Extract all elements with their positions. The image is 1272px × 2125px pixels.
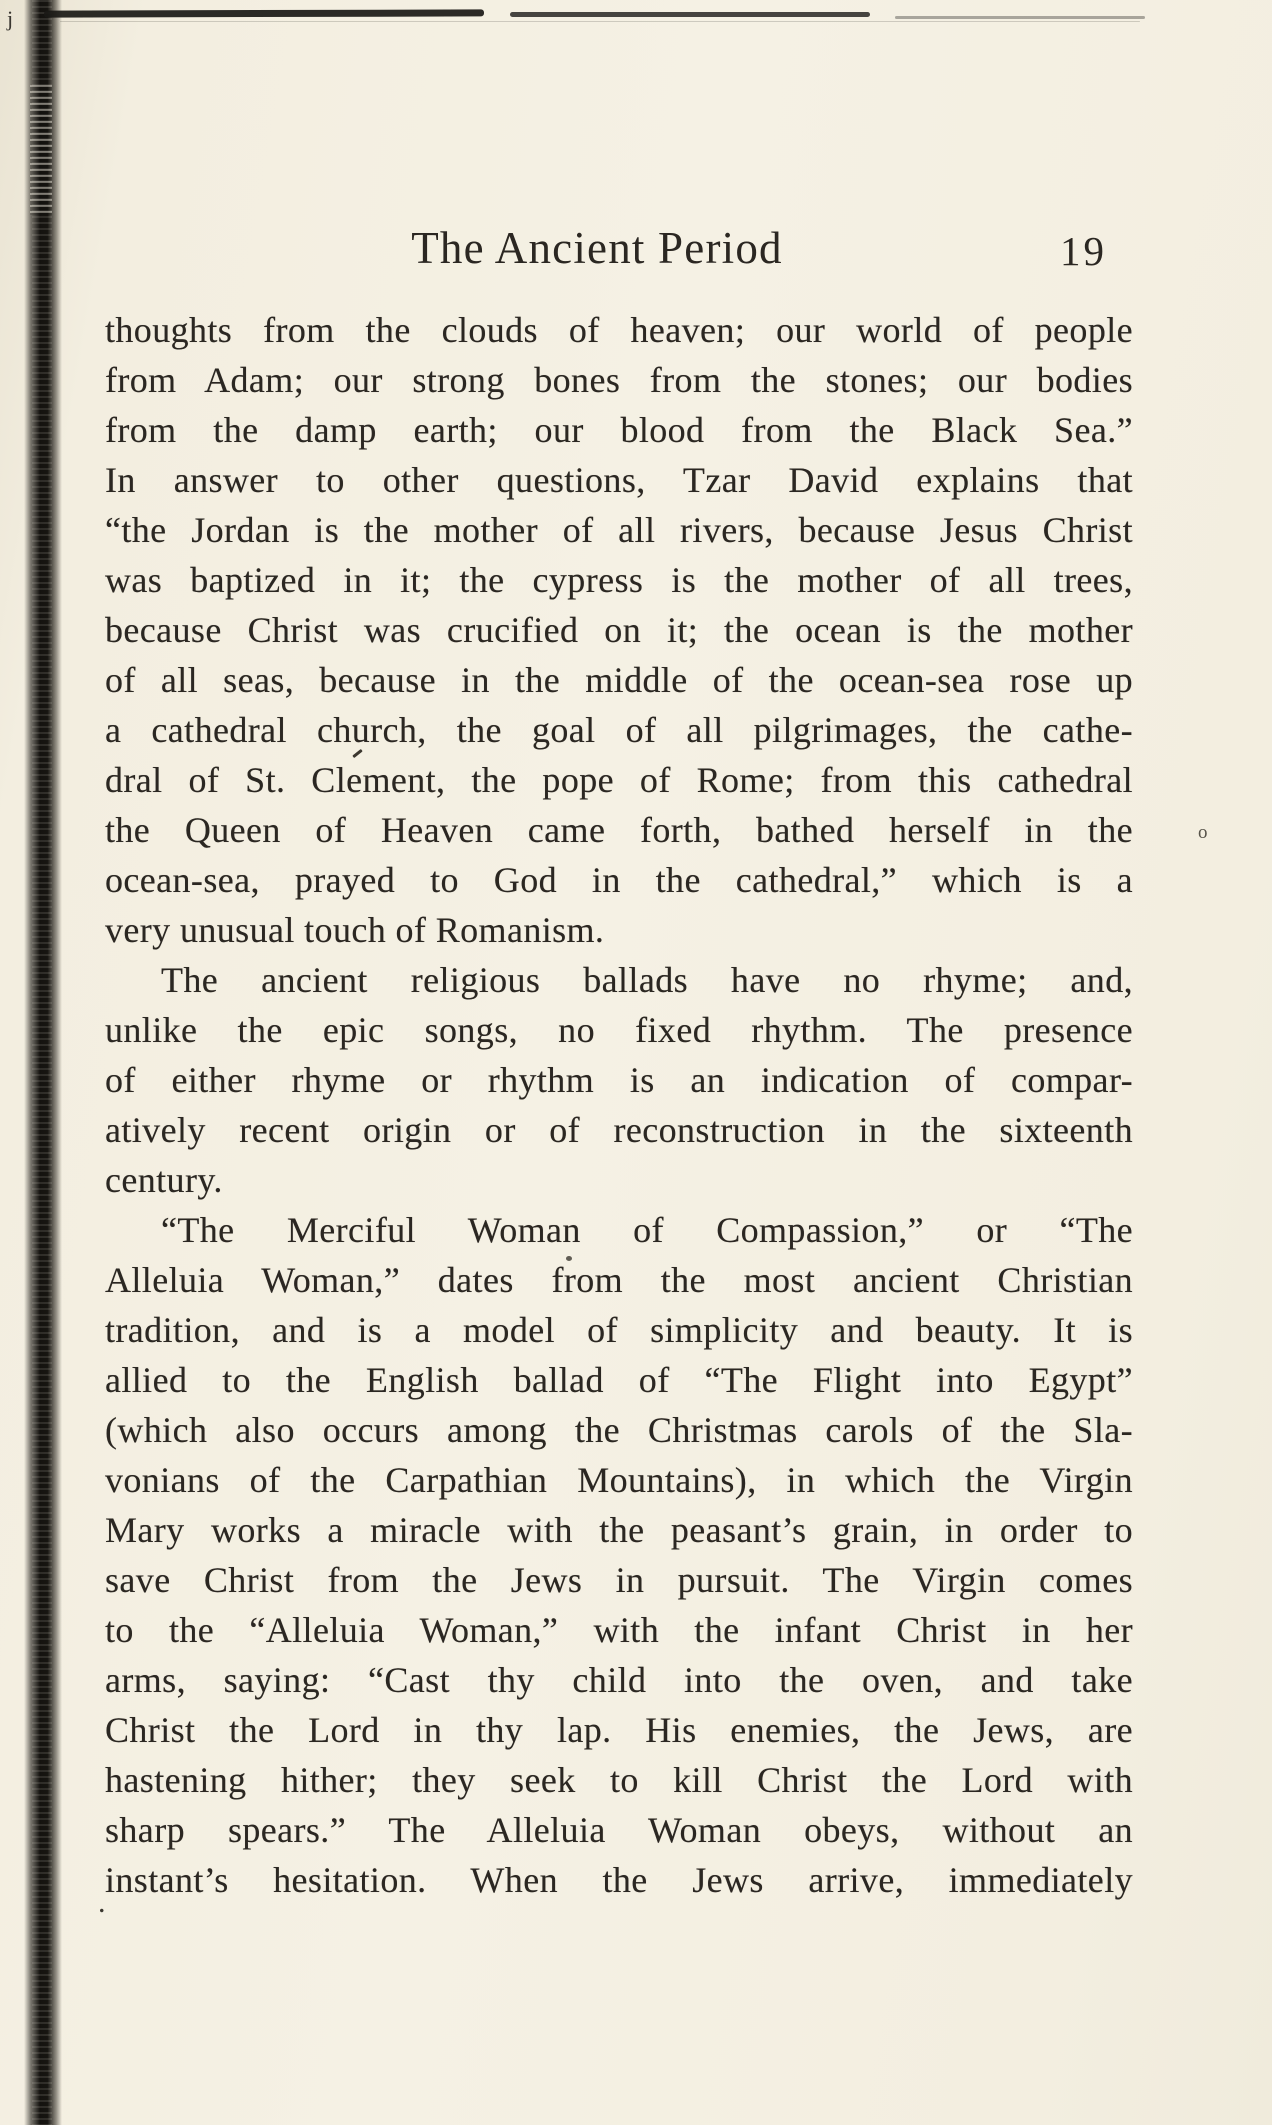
text-line: tradition, and is a model of simplicity and beauty. It is xyxy=(105,1310,1133,1350)
page-number: 19 xyxy=(1060,228,1107,274)
page-title: The Ancient Period xyxy=(411,223,783,273)
page-body xyxy=(105,305,1133,1905)
scan-stray-mark-o: o xyxy=(1198,822,1208,843)
text-line: arms, saying: “Cast thy child into the oven, and take xyxy=(105,1660,1133,1700)
text-line: thoughts from the clouds of heaven; our world of people xyxy=(105,310,1133,350)
text-line: century. xyxy=(105,1160,223,1200)
scan-corner-mark: j xyxy=(7,6,14,31)
text-line: of either rhyme or rhythm is an indication of compar- xyxy=(105,1060,1133,1100)
scan-stray-dot: . xyxy=(98,1886,106,1919)
text-line: instant’s hesitation. When the Jews arrive, immediately xyxy=(105,1860,1133,1900)
text-line: from Adam; our strong bones from the stones; our bodies xyxy=(105,360,1133,400)
text-line: Mary works a miracle with the peasant’s grain, in order to xyxy=(105,1510,1133,1550)
text-line: a cathedral church, the goal of all pilgrimages, the cathe- xyxy=(105,710,1133,750)
text-line: In answer to other questions, Tzar David explains that xyxy=(105,460,1133,500)
text-line: ocean-sea, prayed to God in the cathedral,” which is a xyxy=(105,860,1133,900)
text-line: because Christ was crucified on it; the ocean is the mother xyxy=(105,610,1133,650)
text-line: was baptized in it; the cypress is the mother of all trees, xyxy=(105,560,1133,600)
text-line: Alleluia Woman,” dates from the most ancient Christian xyxy=(105,1260,1133,1300)
page-header xyxy=(105,222,1133,278)
text-line: “The Merciful Woman of Compassion,” or “The xyxy=(161,1210,1133,1250)
page-edge-texture xyxy=(32,0,52,2125)
text-line: from the damp earth; our blood from the Black Sea.” xyxy=(105,410,1133,450)
text-line: atively recent origin or of reconstruction in the sixteenth xyxy=(105,1110,1133,1150)
text-line: “the Jordan is the mother of all rivers, because Jesus Christ xyxy=(105,510,1133,550)
text-line: sharp spears.” The Alleluia Woman obeys, without an xyxy=(105,1810,1133,1850)
page-edge-texture-top xyxy=(30,85,52,215)
paragraph xyxy=(105,1205,1133,1905)
scan-smudge-top xyxy=(60,21,1140,22)
text-line: (which also occurs among the Christmas carols of the Sla- xyxy=(105,1410,1133,1450)
paragraph xyxy=(105,305,1133,955)
text-line: the Queen of Heaven came forth, bathed herself in the xyxy=(105,810,1133,850)
paragraph xyxy=(105,955,1133,1205)
text-line: vonians of the Carpathian Mountains), in which the Virgin xyxy=(105,1460,1133,1500)
text-line: The ancient religious ballads have no rhyme; and, xyxy=(161,960,1133,1000)
text-line: unlike the epic songs, no fixed rhythm. The presence xyxy=(105,1010,1133,1050)
text-line: allied to the English ballad of “The Flight into Egypt” xyxy=(105,1360,1133,1400)
text-line: save Christ from the Jews in pursuit. The Virgin comes xyxy=(105,1560,1133,1600)
text-line: Christ the Lord in thy lap. His enemies, the Jews, are xyxy=(105,1710,1133,1750)
scan-smudge-top xyxy=(44,9,484,17)
text-line: hastening hither; they seek to kill Christ the Lord with xyxy=(105,1760,1133,1800)
text-line: very unusual touch of Romanism. xyxy=(105,910,605,950)
text-line: dral of St. Clement, the pope of Rome; from this cathedral xyxy=(105,760,1133,800)
scan-smudge-top xyxy=(895,16,1145,19)
text-line: of all seas, because in the middle of the ocean-sea rose up xyxy=(105,660,1133,700)
scan-smudge-top xyxy=(510,12,870,17)
text-line: to the “Alleluia Woman,” with the infant Christ in her xyxy=(105,1610,1133,1650)
